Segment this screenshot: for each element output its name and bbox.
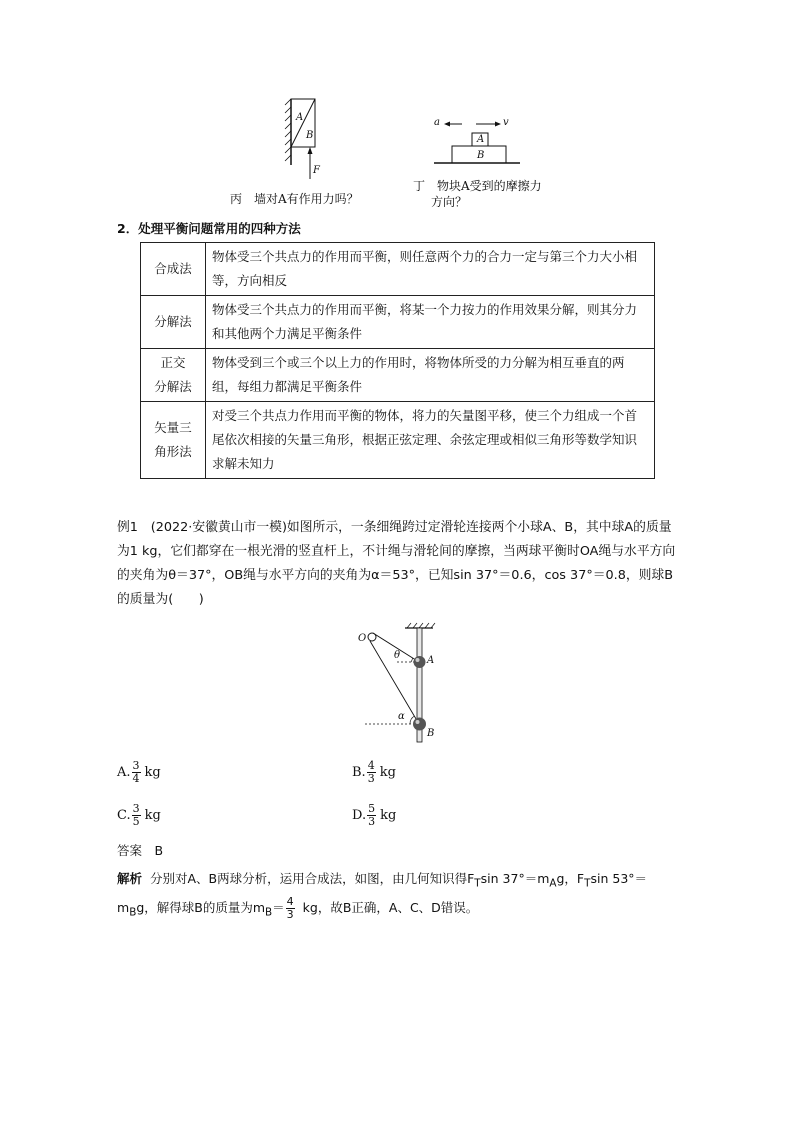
method-name-line1: 正交 bbox=[160, 355, 186, 370]
option-fraction bbox=[132, 803, 141, 828]
fraction-num: 4 bbox=[286, 894, 294, 908]
analysis-text: g，解得球B的质量为m bbox=[136, 899, 266, 915]
analysis-text: sin 37°＝m bbox=[480, 871, 550, 886]
fig-ding-label-vel: v bbox=[503, 117, 509, 128]
method-name-line2: 分解法 bbox=[154, 379, 192, 394]
method-name bbox=[141, 402, 206, 479]
analysis-label: 解析 bbox=[117, 871, 143, 886]
fig-pulley-label-a: A bbox=[427, 655, 435, 666]
subscript: B bbox=[129, 906, 137, 918]
table-row bbox=[141, 349, 655, 402]
method-desc: 物体受到三个或三个以上力的作用时，将物体所受的力分解为相互垂直的两组，每组力都满足平衡条件 bbox=[206, 349, 655, 402]
option-fraction bbox=[367, 803, 376, 828]
fig-pulley-label-o: O bbox=[358, 633, 367, 644]
method-name bbox=[141, 296, 206, 349]
fraction-num: 3 bbox=[132, 759, 140, 772]
option-fraction bbox=[132, 760, 141, 785]
analysis-text: g，F bbox=[556, 871, 585, 886]
fraction-num: 4 bbox=[367, 759, 375, 772]
analysis-text: 分别对A、B两球分析，运用合成法，如图，由几何知识得F bbox=[149, 871, 475, 886]
subscript: A bbox=[549, 877, 557, 890]
fig-ding-caption-2: 方向？ bbox=[431, 195, 468, 209]
method-name bbox=[141, 349, 206, 402]
fraction-den: 3 bbox=[367, 772, 375, 785]
option-c[interactable] bbox=[117, 803, 161, 828]
method-name bbox=[141, 243, 206, 296]
fraction-num: 3 bbox=[132, 802, 140, 815]
fig-bing-label-f: F bbox=[313, 165, 320, 176]
method-name-line2: 角形法 bbox=[154, 444, 192, 459]
method-name-line1: 矢量三 bbox=[154, 420, 192, 435]
option-unit: kg bbox=[380, 808, 397, 823]
subscript: B bbox=[265, 906, 273, 918]
fig-ding-label-a: A bbox=[477, 134, 485, 145]
answer: 答案 B bbox=[117, 843, 164, 858]
option-a[interactable] bbox=[117, 760, 161, 785]
fig-pulley-label-theta: θ bbox=[394, 650, 401, 661]
analysis-text: sin 53°＝m bbox=[117, 871, 648, 915]
section-title: 2．处理平衡问题常用的四种方法 bbox=[117, 221, 301, 236]
option-d[interactable] bbox=[352, 803, 396, 828]
subscript: T bbox=[584, 877, 591, 890]
figure-pulley bbox=[355, 622, 445, 744]
subscript: T bbox=[474, 877, 481, 890]
analysis-fraction bbox=[286, 896, 295, 921]
methods-table bbox=[140, 242, 655, 479]
option-fraction bbox=[367, 760, 376, 785]
table-row bbox=[141, 402, 655, 479]
option-letter: A. bbox=[117, 765, 131, 780]
fig-ding-caption-1: 丁 物块A受到的摩擦力 bbox=[413, 179, 542, 193]
fig-pulley-label-b: B bbox=[427, 728, 435, 739]
fig-pulley-label-alpha: α bbox=[398, 711, 405, 722]
method-desc: 物体受三个共点力的作用而平衡，将某一个力按力的作用效果分解，则其分力和其他两个力满足平衡条件 bbox=[206, 296, 655, 349]
fig-ding-label-acc: a bbox=[434, 117, 440, 128]
method-name-line1: 合成法 bbox=[154, 261, 192, 276]
table-row bbox=[141, 296, 655, 349]
fraction-den: 3 bbox=[286, 907, 294, 921]
fraction-den: 3 bbox=[368, 815, 376, 828]
fraction-den: 5 bbox=[132, 815, 140, 828]
option-unit: kg bbox=[144, 765, 161, 780]
fig-bing-label-b: B bbox=[306, 130, 314, 141]
method-name-line1: 分解法 bbox=[154, 314, 192, 329]
fig-bing-label-a: A bbox=[296, 112, 304, 123]
example-text: 例1 (2022·安徽黄山市一模)如图所示，一条细绳跨过定滑轮连接两个小球A、B，其中球A的质量为1 kg，它们都穿在一根光滑的竖直杆上，不计绳与滑轮间的摩擦，当两球平衡时OA绳与水平方向的夹角为θ＝37°，OB绳与水平方向的夹角为α＝53°，已知sin 37°＝0.6，cos 37°＝0.8，则球B的质量为( ) bbox=[117, 520, 676, 607]
fraction-den: 4 bbox=[132, 772, 140, 785]
method-desc: 物体受三个共点力的作用而平衡，则任意两个力的合力一定与第三个力大小相等，方向相反 bbox=[206, 243, 655, 296]
option-b[interactable] bbox=[352, 760, 396, 785]
analysis-text: kg，故B正确，A、C、D错误。 bbox=[298, 899, 479, 915]
option-letter: D. bbox=[352, 808, 367, 823]
method-desc: 对受三个共点力作用而平衡的物体，将力的矢量图平移，使三个力组成一个首尾依次相接的矢量三角形，根据正弦定理、余弦定理或相似三角形等数学知识求解未知力 bbox=[206, 402, 655, 479]
option-letter: B. bbox=[352, 765, 366, 780]
option-unit: kg bbox=[379, 765, 396, 780]
analysis-text: ＝ bbox=[272, 899, 285, 915]
option-letter: C. bbox=[117, 808, 131, 823]
analysis bbox=[117, 867, 682, 924]
fig-ding-label-b: B bbox=[477, 150, 485, 161]
fig-bing-caption: 丙 墙对A有作用力吗？ bbox=[230, 192, 359, 206]
fraction-num: 5 bbox=[368, 802, 376, 815]
table-row bbox=[141, 243, 655, 296]
option-unit: kg bbox=[144, 808, 161, 823]
